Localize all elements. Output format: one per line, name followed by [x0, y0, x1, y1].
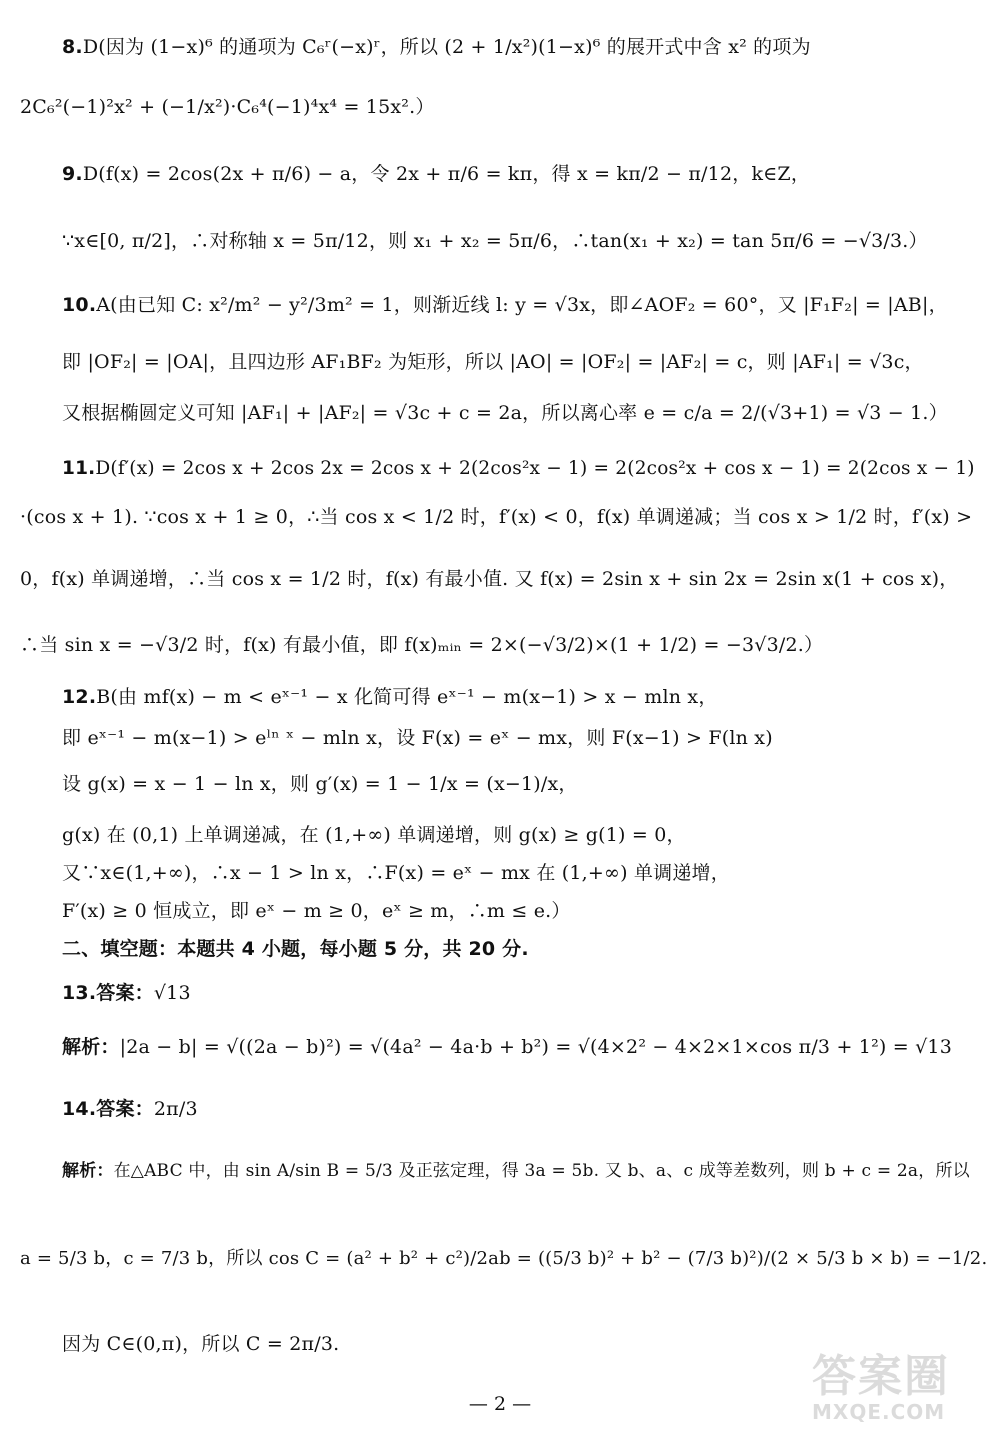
- q13-answer-line: [62, 982, 191, 1004]
- q8-text-1: D(因为 (1−x)⁶ 的通项为 C₆ʳ(−x)ʳ，所以 (2 + 1/x²)(1−x)⁶ 的展开式中含 x² 的项为: [82, 36, 811, 58]
- q9-text-1: D(f(x) = 2cos(2x + π/6) − a，令 2x + π/6 = kπ，得 x = kπ/2 − π/12，k∈Z，: [82, 163, 811, 185]
- q12-line-6: F′(x) ≥ 0 恒成立，即 eˣ − m ≥ 0，eˣ ≥ m，∴m ≤ e.）: [62, 900, 571, 922]
- q14-solution-line-2: a = 5/3 b，c = 7/3 b，所以 cos C = (a² + b² + c²)/2ab = ((5/3 b)² + b² − (7/3 b)²)/(2 × 5/3 b × b) = −1/2.: [20, 1248, 988, 1269]
- q12-line-2: 即 eˣ⁻¹ − m(x−1) > eˡⁿ ˣ − mln x，设 F(x) = eˣ − mx，则 F(x−1) > F(ln x): [62, 727, 773, 749]
- q13-answer: √13: [153, 982, 191, 1004]
- q10-number: 10.: [62, 294, 97, 316]
- q10-text-1: A(由已知 C: x²/m² − y²/3m² = 1，则渐近线 l: y = √3x，即∠AOF₂ = 60°，又 |F₁F₂| = |AB|，: [96, 294, 948, 316]
- q14-solution-text-1: 在△ABC 中，由 sin A/sin B = 5/3 及正弦定理，得 3a = 5b. 又 b、a、c 成等差数列，则 b + c = 2a，所以: [113, 1161, 970, 1181]
- watermark-logo: [812, 1340, 982, 1424]
- q12-line-4: g(x) 在 (0,1) 上单调递减，在 (1,+∞) 单调递增，则 g(x) ≥ g(1) = 0，: [62, 824, 686, 846]
- q11-number: 11.: [62, 458, 96, 479]
- q9-line-1: [62, 163, 810, 185]
- q8-number: 8.: [62, 36, 83, 58]
- q13-answer-label: 答案：: [96, 982, 154, 1004]
- q14-answer-label: 答案：: [96, 1098, 154, 1120]
- q14-solution-line-1: [62, 1160, 970, 1182]
- q11-text-1: D(f′(x) = 2cos x + 2cos 2x = 2cos x + 2(2cos²x − 1) = 2(2cos²x + cos x − 1) = 2(2cos x − 1): [95, 458, 975, 479]
- q10-line-2: 即 |OF₂| = |OA|，且四边形 AF₁BF₂ 为矩形，所以 |AO| = |OF₂| = |AF₂| = c，则 |AF₁| = √3c，: [62, 351, 924, 373]
- q9-line-2: ∵x∈[0, π/2]，∴对称轴 x = 5π/12，则 x₁ + x₂ = 5π/6，∴tan(x₁ + x₂) = tan 5π/6 = −√3/3.）: [62, 230, 928, 252]
- q14-solution-label: 解析：: [62, 1161, 114, 1181]
- q13-solution-line: [62, 1036, 952, 1058]
- q11-line-4: ∴当 sin x = −√3/2 时，f(x) 有最小值，即 f(x)ₘᵢₙ = 2×(−√3/2)×(1 + 1/2) = −3√3/2.）: [20, 634, 824, 656]
- q8-line-1: [62, 36, 811, 58]
- page-number: — 2 —: [468, 1393, 532, 1415]
- q11-line-3: 0，f(x) 单调递增，∴当 cos x = 1/2 时，f(x) 有最小值. 又 f(x) = 2sin x + sin 2x = 2sin x(1 + cos x)，: [20, 568, 959, 590]
- q9-number: 9.: [62, 163, 83, 185]
- q13-number: 13.: [62, 982, 97, 1004]
- q14-number: 14.: [62, 1098, 97, 1120]
- q12-line-1: [62, 686, 718, 708]
- q14-answer: 2π/3: [153, 1098, 198, 1120]
- q10-line-1: [62, 294, 948, 316]
- q13-solution-label: 解析：: [62, 1036, 120, 1058]
- q12-text-1: B(由 mf(x) − m < eˣ⁻¹ − x 化简可得 eˣ⁻¹ − m(x−1) > x − mln x，: [96, 686, 718, 708]
- q8-line-2: 2C₆²(−1)²x² + (−1/x²)·C₆⁴(−1)⁴x⁴ = 15x².）: [20, 96, 435, 118]
- q12-line-5: 又∵x∈(1,+∞)，∴x − 1 > ln x，∴F(x) = eˣ − mx 在 (1,+∞) 单调递增，: [62, 862, 730, 884]
- q14-solution-line-3: 因为 C∈(0,π)，所以 C = 2π/3.: [62, 1333, 340, 1355]
- q11-line-1: [62, 458, 975, 480]
- q12-number: 12.: [62, 686, 97, 708]
- q10-line-3: 又根据椭圆定义可知 |AF₁| + |AF₂| = √3c + c = 2a，所以离心率 e = c/a = 2/(√3+1) = √3 − 1.）: [62, 402, 948, 424]
- watermark-top-text: 答案圈: [812, 1351, 950, 1402]
- section-heading: 二、填空题：本题共 4 小题，每小题 5 分，共 20 分.: [62, 938, 529, 960]
- q11-line-2: ·(cos x + 1). ∵cos x + 1 ≥ 0，∴当 cos x < 1/2 时，f′(x) < 0，f(x) 单调递减；当 cos x > 1/2 时，f′(x) >: [20, 506, 973, 528]
- q12-line-3: 设 g(x) = x − 1 − ln x，则 g′(x) = 1 − 1/x = (x−1)/x，: [62, 773, 578, 795]
- q14-answer-line: [62, 1098, 198, 1120]
- q13-solution: |2a − b| = √((2a − b)²) = √(4a² − 4a·b + b²) = √(4×2² − 4×2×1×cos π/3 + 1²) = √13: [119, 1036, 953, 1058]
- watermark-bottom-text: MXQE.COM: [812, 1400, 946, 1424]
